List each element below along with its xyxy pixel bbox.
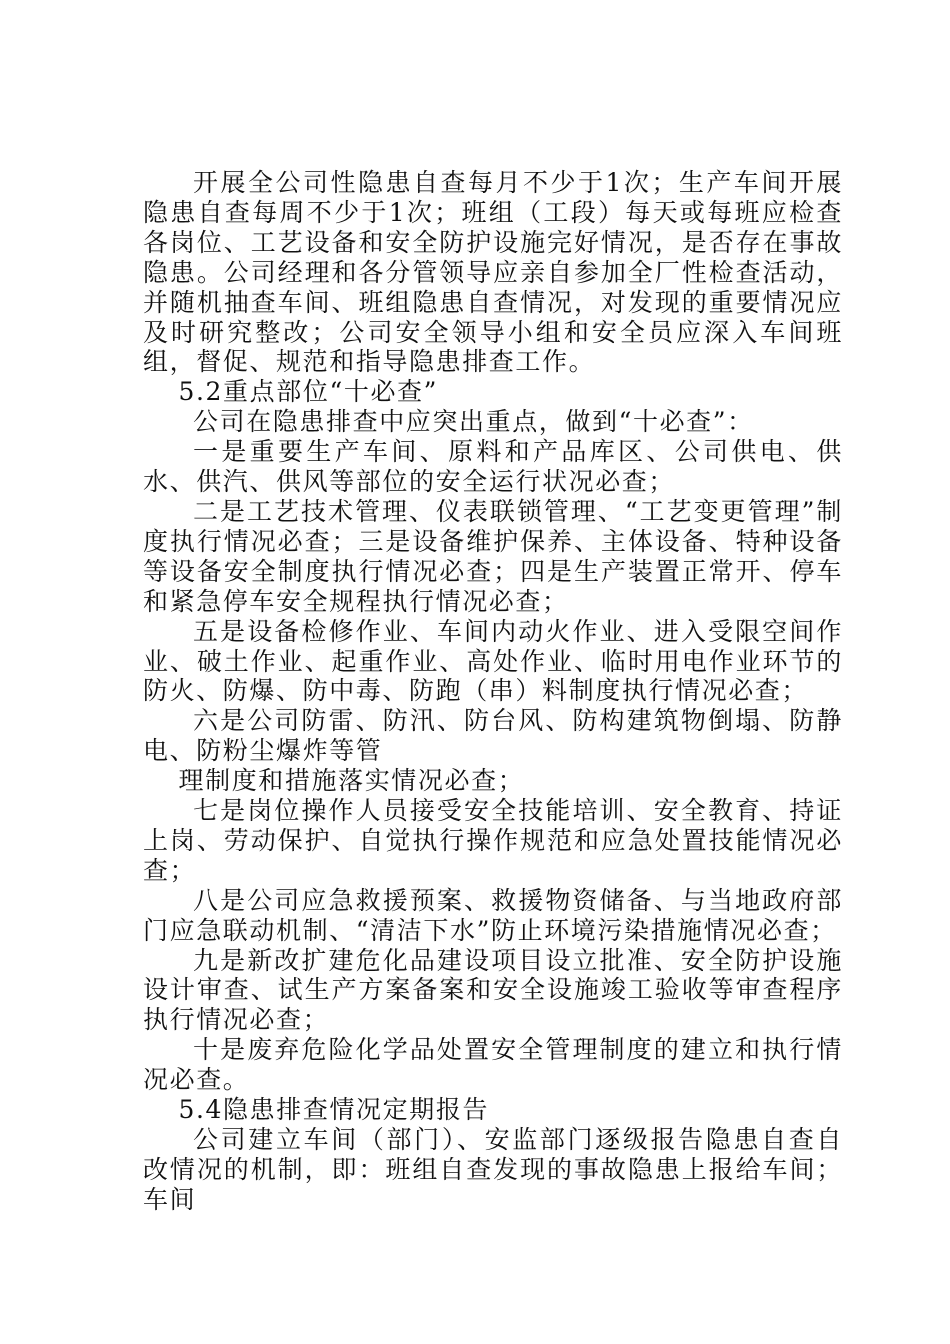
paragraph-check-5: 五是设备检修作业、车间内动火作业、进入受限空间作业、破土作业、起重作业、高处作业、临时用电作业环节的防火、防爆、防中毒、防跑（串）料制度执行情况必查； [143, 616, 843, 706]
section-heading-5-4: 5.4隐患排查情况定期报告 [178, 1095, 490, 1125]
paragraph-ten-checks-intro: 公司在隐患排查中应突出重点，做到“十必查”： [193, 407, 754, 437]
paragraph-check-7: 七是岗位操作人员接受安全技能培训、安全教育、持证上岗、劳动保护、自觉执行操作规范和应急处置技能情况必查； [143, 796, 843, 885]
paragraph-check-6: 六是公司防雷、防汛、防台风、防构建筑物倒塌、防静电、防粉尘爆炸等管 [143, 706, 843, 766]
paragraph-periodic-report: 公司建立车间（部门）、安监部门逐级报告隐患自查自改情况的机制，即：班组自查发现的事故隐患上报给车间；车间 [143, 1125, 843, 1214]
document-body [143, 168, 843, 1215]
paragraph-check-2-4: 二是工艺技术管理、仪表联锁管理、“工艺变更管理”制度执行情况必查；三是设备维护保养、主体设备、特种设备等设备安全制度执行情况必查；四是生产装置正常开、停车和紧急停车安全规程执行情况必查； [143, 496, 843, 616]
section-heading-5-2: 5.2重点部位“十必查” [178, 377, 439, 407]
paragraph-check-8: 八是公司应急救援预案、救援物资储备、与当地政府部门应急联动机制、“清洁下水”防止环境污染措施情况必查； [143, 885, 843, 945]
paragraph-check-9: 九是新改扩建危化品建设项目设立批准、安全防护设施设计审查、试生产方案备案和安全设施竣工验收等审查程序执行情况必查； [143, 945, 843, 1035]
paragraph-self-inspection-frequency: 开展全公司性隐患自查每月不少于1次；生产车间开展隐患自查每周不少于1次；班组（工段）每天或每班应检查各岗位、工艺设备和安全防护设施完好情况，是否存在事故隐患。公司经理和各分管领导应亲自参加全厂性检查活动，并随机抽查车间、班组隐患自查情况，对发现的重要情况应及时研究整改；公司安全领导小组和安全员应深入车间班组，督促、规范和指导隐患排查工作。 [143, 168, 843, 377]
paragraph-check-10: 十是废弃危险化学品处置安全管理制度的建立和执行情况必查。 [143, 1035, 843, 1095]
paragraph-check-6-continued: 理制度和措施落实情况必查； [178, 766, 525, 796]
paragraph-check-1: 一是重要生产车间、原料和产品库区、公司供电、供水、供汽、供风等部位的安全运行状况必查； [143, 437, 843, 497]
